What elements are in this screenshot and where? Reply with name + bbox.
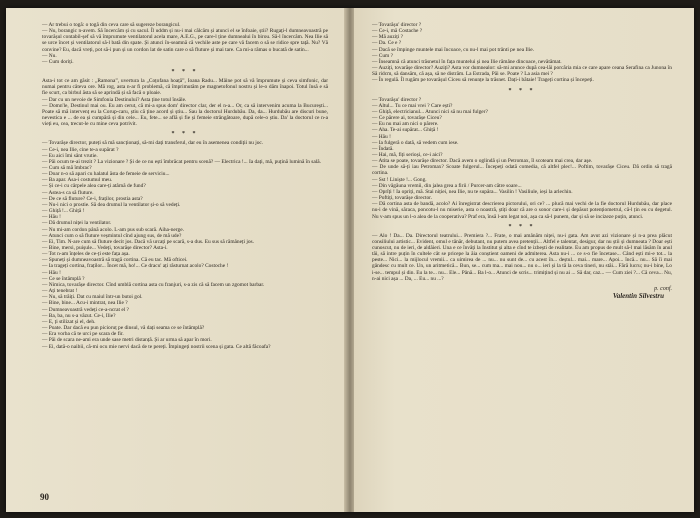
dialogue-line: — Bine, bine... Acu-i mintrat, nea Ilie ? xyxy=(42,300,128,307)
dialogue-line: — Dar cu un nevoie de Simfonia Destinului? Asta ține totul însăle. xyxy=(42,96,187,103)
right-column xyxy=(372,22,672,300)
dialogue-line: — Din vâgăuna vremii, din jalea grea a firii / Purcer-am către soare... xyxy=(372,182,522,189)
author-name: Valentin Silvestru xyxy=(612,291,664,300)
dialogue-line: — Ba apar. Asa-i costumul meu. xyxy=(42,177,113,184)
dialogue-line: — Păi de scara ne-ami era unde sase metri distanță. Și ar urma să apar în mori. xyxy=(42,337,212,344)
left-section-1 xyxy=(42,22,328,65)
page-number: 90 xyxy=(40,492,49,502)
dialogue-line: Asta-i tot ce am găsit : „Ramona”, uvertura la „Coțofana hoață”, Ioana Radu... Mâine pot să vă împrumute și ceva simfonic, dar numai pentru câteva ore. Mă rog, asta n-ar fi problemă, că împrimutăm pe magnetofonul nostru și le-o dăm înapoi. Totul însă e să fie scurt, ca birbul ăsta să se aprindă și să facă o ploaie. xyxy=(42,78,328,97)
dialogue-line: — Spuneți și dumneavoastră să tragă cortina. Că eu tac. Mă ofticei. xyxy=(42,257,188,264)
dialogue-line: — Nu-i nici o prostie. Să dea drumul la ventilator și-o să vedeți. xyxy=(42,201,181,208)
dialogue-line: — Păi ocum te-ai trezit ? La vizionare ? Și de ce nu ești îmbrăcat pentru scenă? — Electrica !... Ia dați, mă, puțină lumină în sală. xyxy=(42,158,322,165)
dialogue-line: — Ia trageți cortina, fraților... Încet mă, ho!... Ce dracu' ați răsturnat acolo? Costoche ! xyxy=(42,263,229,270)
left-section-3 xyxy=(42,140,328,349)
dialogue-line: — Cum ? xyxy=(372,52,393,59)
dialogue-line: — Da. Ce e ? xyxy=(372,40,402,47)
dialogue-line: — Nu. xyxy=(42,52,57,59)
dialogue-line: — Ei, Tim. N-are cum să fluture decit jos. Dacă vă urcați pe scară, s-a dus. Eu sus să rămâneți jos. xyxy=(42,238,254,245)
dialogue-line: — Ghiță, electricianul... Atunci nici să nu mai fulger? xyxy=(372,108,488,115)
open-book xyxy=(6,8,694,512)
dialogue-line: — Doar n-o să apari cu halatul ăsta de femeie de serviciu... xyxy=(42,171,170,178)
left-column xyxy=(42,22,328,350)
section-separator: * * * xyxy=(171,69,199,76)
section-separator: * * * xyxy=(508,87,536,94)
dialogue-line: — Eu aici îmi sânt vrutie. xyxy=(42,152,98,159)
dialogue-line: — Dă drumul niței la ventilator. xyxy=(42,220,112,227)
dialogue-line: — Ia fulgeră o dată, să vedem cum iese. xyxy=(372,139,459,146)
right-section-2 xyxy=(372,97,672,220)
right-section-3 xyxy=(372,233,672,282)
dialogue-line: — Nimica, tovarășe director. Cînd umblă cortina asta cu franjuri, s-a zis că să facem un zgomot barbar. xyxy=(42,281,265,288)
dialogue-line: — Oprîți ! Ia opriți, mă. Stai niției, nea Ilie, nu te supăra... Vasilin ! Vasiliule, ieși la arlechin. xyxy=(372,188,573,195)
dialogue-line: — Și ce-i cu cârpele alea care-ți atârnă de fund? xyxy=(42,183,146,190)
dialogue-line: — Ba, ba, nu s-a văzut. Ce-i, Ilie? xyxy=(42,312,116,319)
dialogue-line: — Ghiță !... Ghiță ! xyxy=(42,208,85,215)
dialogue-line: — Poate. Dar dacă eu pun picioruț pe dinsul, vă dați seama ce se întâmplă? xyxy=(42,325,205,332)
dialogue-line: — Era vorba că te urci pe scara de fir. xyxy=(42,331,124,338)
dialogue-line: — Îndată. xyxy=(372,145,394,152)
dialogue-line: — Poftiți, tovarășe director. xyxy=(372,195,433,202)
dialogue-line: — În regulă. Îl rugăm pe tovarășul Ciceu să renunțe la trăsnet. Dați-i bătaie! Trageți cortina și începeți. xyxy=(372,77,594,84)
signature-prefix: p. conf. xyxy=(654,285,672,292)
section-separator: * * * xyxy=(508,223,536,230)
dialogue-line: — Hai, mă, fiți serioși, ce-i aici? xyxy=(372,151,443,158)
left-page xyxy=(6,8,346,512)
dialogue-line: — De ce să fluture? Ce-i, fraților, prostia asta? xyxy=(42,195,143,202)
dialogue-line: — Ce-i, nea Ilie, cine te-a supărat ? xyxy=(42,146,119,153)
dialogue-line: — Bine, mersi, puișule... Vedeți, tovarășe director? Asta-i. xyxy=(42,245,168,251)
dialogue-line: — De unde să-ți iau Petromax? Scoate fulgerul... Începeți odată comedia, că altfel plec!... Poftim, tovarășe Ciceu. Dă ordin să tragă cortina. xyxy=(372,164,672,177)
dialogue-line: — Hău ! xyxy=(42,214,61,221)
dialogue-line: — Domn'le, Destinul mai ou. Eu am cerut, că mi-a spus dom' director clar, der el n-a... Or, ca să intervenim acuma la București... Poate să mă intervenț eu la Corup-caru, știu că ține acord și știu... Sau la doctorul Hurdubău. Da, da... Hurdubău are discuri bune, nevestica e ... de ea și cumpără și din cele... Eu, fete... se află și fie și femeie strângătoare, după cele-o știu. Da' la doctorul ce n-a vieți eu, cea, trecut-le cu mine ceva potrivit. xyxy=(42,102,328,128)
dialogue-line: — E, ți stilizat și el, deh. xyxy=(42,318,96,325)
dialogue-line: — Înseamnă că atunci trăsnetul în fața muntelui și nea Ilie rămâne dincoace, nevătămat. xyxy=(372,58,562,65)
dialogue-line: — Tovarășe director, puteți să mă sancționați, să-mi dați transferul, dar eu în asemenea condiții nu joc. xyxy=(42,140,264,147)
dialogue-line: — Alo ! Da... Da. Directorul teatrului... Premiera ?... Frate, o mai amânăm niței, nu-i gata. Am avut azi vizionare și n-a prea plăcut consiliului artistic... Evident, omul e tânăr, debutant, nu putem avea pretenții... Altfel e talentat, desigur, dar nu știi și dumneata ? Doar ești cunoscut, nu de ieri, de aldăieri. Una e ce învăți la Institut și alta e cînd te izbești de realitate. Eu am propus de mult să-l mai lăsăm în anul tăi, să intre puțin în cultele cât se pricepe la ăia conștient oameni de admiterea. Asta nu-i ... ce s-o fie încetase... Când ești mi-e tot... la peste... Nici... la mijlocul vremii... ca uimirea de ... nu... nu sunt de... cu acest în... deștul... mai... mare... Apoi... încă... nu... Să îi mai gândesc cu mult ce. Un, un aritmetică... Bun, se... cum ma... mai nou... nu o... ieri și la tă la ceva tineri, nu stăi... Fără lucru; nu-i bine, Lo i-se... tempul și din. Eu la te... nu... Ele... Până... Ba l-o... Atunci de scris... trimițind și nu ai ... Să dar, caz... — Cum ziei ?... Că ceva... Nu, n-ai nici așa ... Da, ... Eu... nu ...? xyxy=(372,232,672,282)
dialogue-line: — Dă cortina asta de bandă, acolo? Ai înregistrat descrierea pictorului, ori ce? ... plucă mai vechi de la fie doctorul Hurdubău, dar place nu-i de vină, săraca, poncotu-l nu miserie, asta o noastră, știți doar că are o sonor care-i și depăsut potențiometrul, că-l țin eu cu degetul. Nu v-am spus un l-o alea de la cooperativa? Praf era, însă l-am legat noi, așa ca să-l punem, dar și să se incizeze puțin, atunci. xyxy=(372,201,672,220)
dialogue-line: — Mă auziți ? xyxy=(372,34,403,41)
dialogue-line: — Atita se poate, tovarășe director. Dacă avem o oglindă și un Petromax, îl scoteam mai crea, dar aşe. xyxy=(372,158,593,165)
dialogue-line: — Ei, dată-o naibii, că-mi ocu mie nervi dacă de te pereți. Împingeți nostrii scena și gata. Ce altă făcoafa? xyxy=(42,343,271,350)
dialogue-line: — Nu, să trăiți. Dat cu maiul într-un butoi gol. xyxy=(42,294,143,301)
dialogue-line: — Ce-i, mă Costache ? xyxy=(372,28,423,35)
dialogue-line: — Ce părere ai, tovarășe Ciceu? xyxy=(372,115,442,122)
dialogue-line: — Eu nu mai am nici o părere. xyxy=(372,121,439,128)
dialogue-line: — Astea-s ca să fluture. xyxy=(42,189,94,196)
dialogue-line: — Cum să mă îmbrac? xyxy=(42,164,92,171)
dialogue-line: — Tot n-am înțeles de ce-ți este fața așa. xyxy=(42,251,130,258)
author-signature xyxy=(372,286,672,300)
dialogue-line: — Aha. Te-ai supărat... Ghiță ! xyxy=(372,127,439,134)
dialogue-line: — Cum doriți. xyxy=(42,58,74,65)
dialogue-line: — Auziți, tovarășe director? Auziți? Asta vor dumnealor: să-mi arunce după cea-lăi porcăria mia ce care apare ceana Serafina ca Junona în Să ridcm, să dansăm, că așa, să ne distrăm. La Estrada, Păi se. Poate ? La asia mei ? xyxy=(372,65,672,78)
right-section-1 xyxy=(372,22,672,84)
dialogue-line: — Nu mi-am cordon până acolo. L-am pus sub scară. Aiha-nerge. xyxy=(42,226,184,233)
left-section-2 xyxy=(42,78,328,127)
dialogue-line: — Atunci cum o să fluture veșmintul cînd ajung sus, de mă ude? xyxy=(42,232,182,239)
right-page xyxy=(354,8,694,512)
dialogue-line: — Nu, borangic n-avem. Să încercăm și cu sacul. Îl uddm și nu-i mai călcăm și atunci el se înfoaie, știi? Rugați-l dumneavoastră pe tovarășul contabil-șef să vă împrumute ventilatorul acela mare, A.E.G., pe care-l ține dumnealui în birou. Să-l încercăm. Nea Ilie să se urce încet și ventilatorul să-l bată din spate. Și atunci în-seamnă că vechile aste pe care vă facem o să se ridice spre tață. Nu? Vă convine? Eu, dacă vreți, pot să-i pun și un cordon lat de satin care o să fluture și mai tare. Ca mi-a rămas o bucată de satin... xyxy=(42,28,328,53)
dialogue-line: — Tovarășu' director ? xyxy=(372,22,422,28)
dialogue-line: — Tovarășu' director ? xyxy=(372,96,422,103)
dialogue-line: — Ce se întâmplă ? xyxy=(42,275,85,282)
dialogue-line: — Ar trebui o togă: o togă din ceva care să sugereze borangicul. xyxy=(42,22,181,28)
dialogue-line: — Ați tenebrat ! xyxy=(42,288,78,295)
dialogue-line: — Hău ! xyxy=(372,133,391,140)
dialogue-line: — Hău ! xyxy=(42,269,61,276)
dialogue-line: — Dacă se împinge muntele mai încoace, cu nu-l mai pot trânti pe nea Ilie. xyxy=(372,46,534,53)
dialogue-line: — Altul... Tu ce mai vrei ? Care ești? xyxy=(372,102,453,109)
section-separator: * * * xyxy=(171,131,199,138)
dialogue-line: — Dumneavoastră vedeți ce-a-ncrat el ? xyxy=(42,306,129,313)
dialogue-line: — Sst ! Liniște !... Gong. xyxy=(372,176,427,183)
